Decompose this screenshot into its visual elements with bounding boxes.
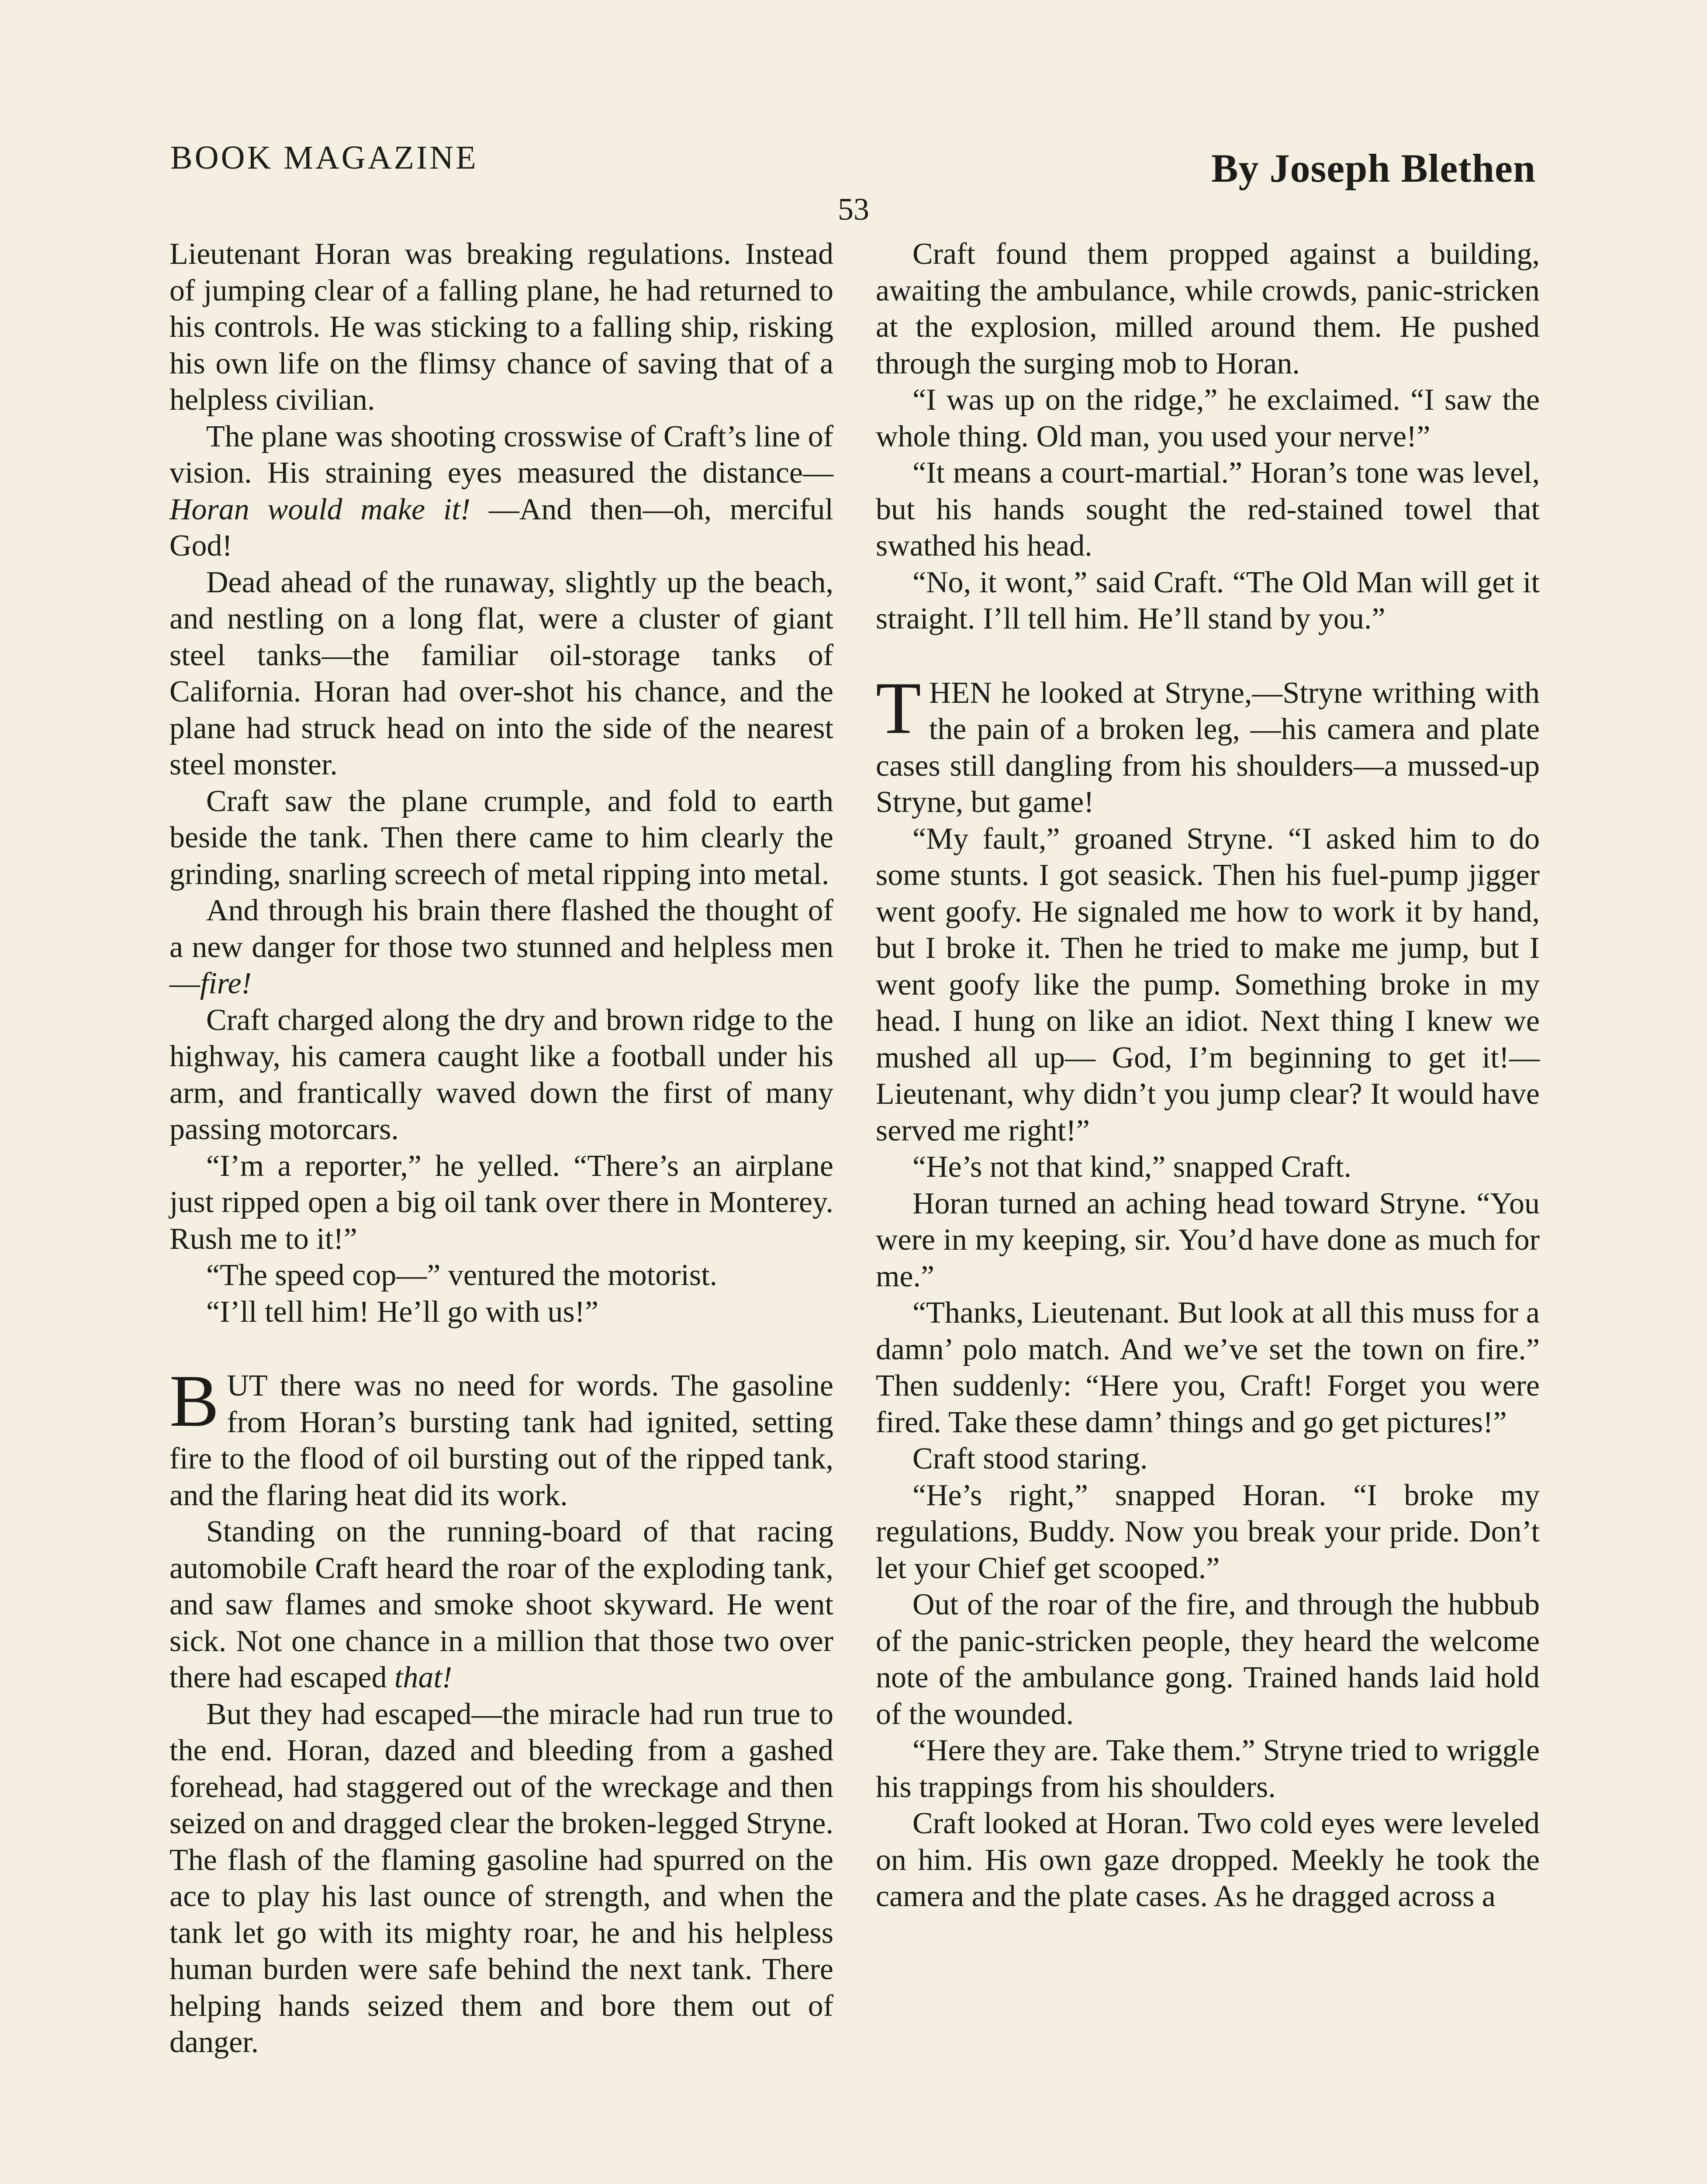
paragraph: “He’s right,” snapped Horan. “I broke my regulations, Buddy. Now you break your pride. Don’t let your Chief get scooped.” bbox=[876, 1478, 1540, 1585]
paragraph: Craft saw the plane crumple, and fold to earth beside the tank. Then there came to him clearly the grinding, snarling screech of metal ripping into metal. bbox=[169, 784, 833, 891]
author-byline: By Joseph Blethen bbox=[1211, 146, 1536, 190]
paragraph: “I’ll tell him! He’ll go with us!” bbox=[206, 1295, 599, 1329]
paragraph: “I was up on the ridge,” he exclaimed. “I saw the whole thing. Old man, you used your nerve!” bbox=[876, 383, 1540, 453]
paragraph: Craft stood staring. bbox=[912, 1442, 1148, 1476]
drop-cap: B bbox=[169, 1360, 219, 1442]
magazine-title: BOOK MAGAZINE bbox=[170, 139, 478, 176]
page-number: 53 bbox=[838, 192, 869, 227]
paragraph: “No, it wont,” said Craft. “The Old Man will get it straight. I’ll tell him. He’ll stand by you.” bbox=[876, 565, 1540, 636]
paragraph: Horan turned an aching head toward Stryne. “You were in my keeping, sir. You’d have done as much for me.” bbox=[876, 1186, 1540, 1293]
paragraph: “Here they are. Take them.” Stryne tried to wriggle his trappings from his shoulders. bbox=[876, 1734, 1540, 1804]
paragraph: Out of the roar of the fire, and through the hubbub of the panic-stricken people, they heard the welcome note of the ambulance gong. Trained hands laid hold of the wounded. bbox=[876, 1588, 1540, 1731]
paragraph: “My fault,” groaned Stryne. “I asked him to do some stunts. I got seasick. Then his fuel-pump jigger went goofy. He signaled me how to work it by hand, but I broke it. Then he tried to make me jump, but I went goofy like the pump. Something broke in my head. I hung on like an idiot. Next thing I knew we mushed all up— God, I’m beginning to get it!— Lieutenant, why didn’t you jump clear? It would have served me right!” bbox=[876, 822, 1540, 1147]
left-column bbox=[169, 236, 833, 2061]
paragraph: “I’m a reporter,” he yelled. “There’s an airplane just ripped open a big oil tank over there in Monterey. Rush me to it!” bbox=[169, 1149, 833, 1256]
paragraph: The plane was shooting crosswise of Craft’s line of vision. His straining eyes measured the distance—Horan would make it! —And then—oh, merciful God! bbox=[169, 419, 833, 563]
paragraph: Craft charged along the dry and brown ridge to the highway, his camera caught like a football under his arm, and frantically waved down the first of many passing motorcars. bbox=[169, 1003, 833, 1146]
section-paragraph: BUT there was no need for words. The gasoline from Horan’s bursting tank had ignited, setting fire to the flood of oil bursting out of the ripped tank, and the flaring heat did its work. bbox=[169, 1360, 833, 1512]
paragraph: “He’s not that kind,” snapped Craft. bbox=[912, 1150, 1352, 1184]
paragraph: Craft looked at Horan. Two cold eyes were leveled on him. His own gaze dropped. Meekly he took the camera and the plate cases. As he dragged across a bbox=[876, 1807, 1540, 1913]
paragraph: Dead ahead of the runaway, slightly up the beach, and nestling on a long flat, were a cluster of giant steel tanks—the familiar oil-storage tanks of California. Horan had over-shot his chance, and the plane had struck head on into the side of the nearest steel monster. bbox=[169, 565, 833, 781]
paragraph: Standing on the running-board of that racing automobile Craft heard the roar of the exploding tank, and saw flames and smoke shoot skyward. He went sick. Not one chance in a million that those two over there had escaped that! bbox=[169, 1515, 833, 1694]
paragraph: “The speed cop—” ventured the motorist. bbox=[206, 1258, 718, 1292]
paragraph: Lieutenant Horan was breaking regulations. Instead of jumping clear of a falling plane, he had returned to his controls. He was sticking to a falling ship, risking his own life on the flimsy chance of saving that of a helpless civilian. bbox=[169, 237, 833, 417]
paragraph: And through his brain there flashed the thought of a new danger for those two stunned and helpless men—fire! bbox=[169, 894, 833, 1000]
drop-cap: T bbox=[876, 667, 921, 749]
paragraph: But they had escaped—the miracle had run true to the end. Horan, dazed and bleeding from a gashed forehead, had staggered out of the wreckage and then seized on and dragged clear the broken-legged Stryne. The flash of the flaming gasoline had spurred on the ace to play his last ounce of strength, and when the tank let go with its mighty roar, he and his helpless human burden were safe behind the next tank. There helping hands seized them and bore them out of danger. bbox=[169, 1697, 833, 2059]
section-paragraph: THEN he looked at Stryne,—Stryne writhing with the pain of a broken leg, —his camera and plate cases still dangling from his shoulders—a mussed-up Stryne, but game! bbox=[876, 667, 1540, 819]
paragraph: Craft found them propped against a building, awaiting the ambulance, while crowds, panic-stricken at the explosion, milled around them. He pushed through the surging mob to Horan. bbox=[876, 237, 1540, 380]
right-column bbox=[876, 236, 1540, 1915]
paragraph: “Thanks, Lieutenant. But look at all this muss for a damn’ polo match. And we’ve set the town on fire.” Then suddenly: “Here you, Craft! Forget you were fired. Take these damn’ things and go get pictures!” bbox=[876, 1296, 1540, 1439]
paragraph: “It means a court-martial.” Horan’s tone was level, but his hands sought the red-stained towel that swathed his head. bbox=[876, 456, 1540, 563]
